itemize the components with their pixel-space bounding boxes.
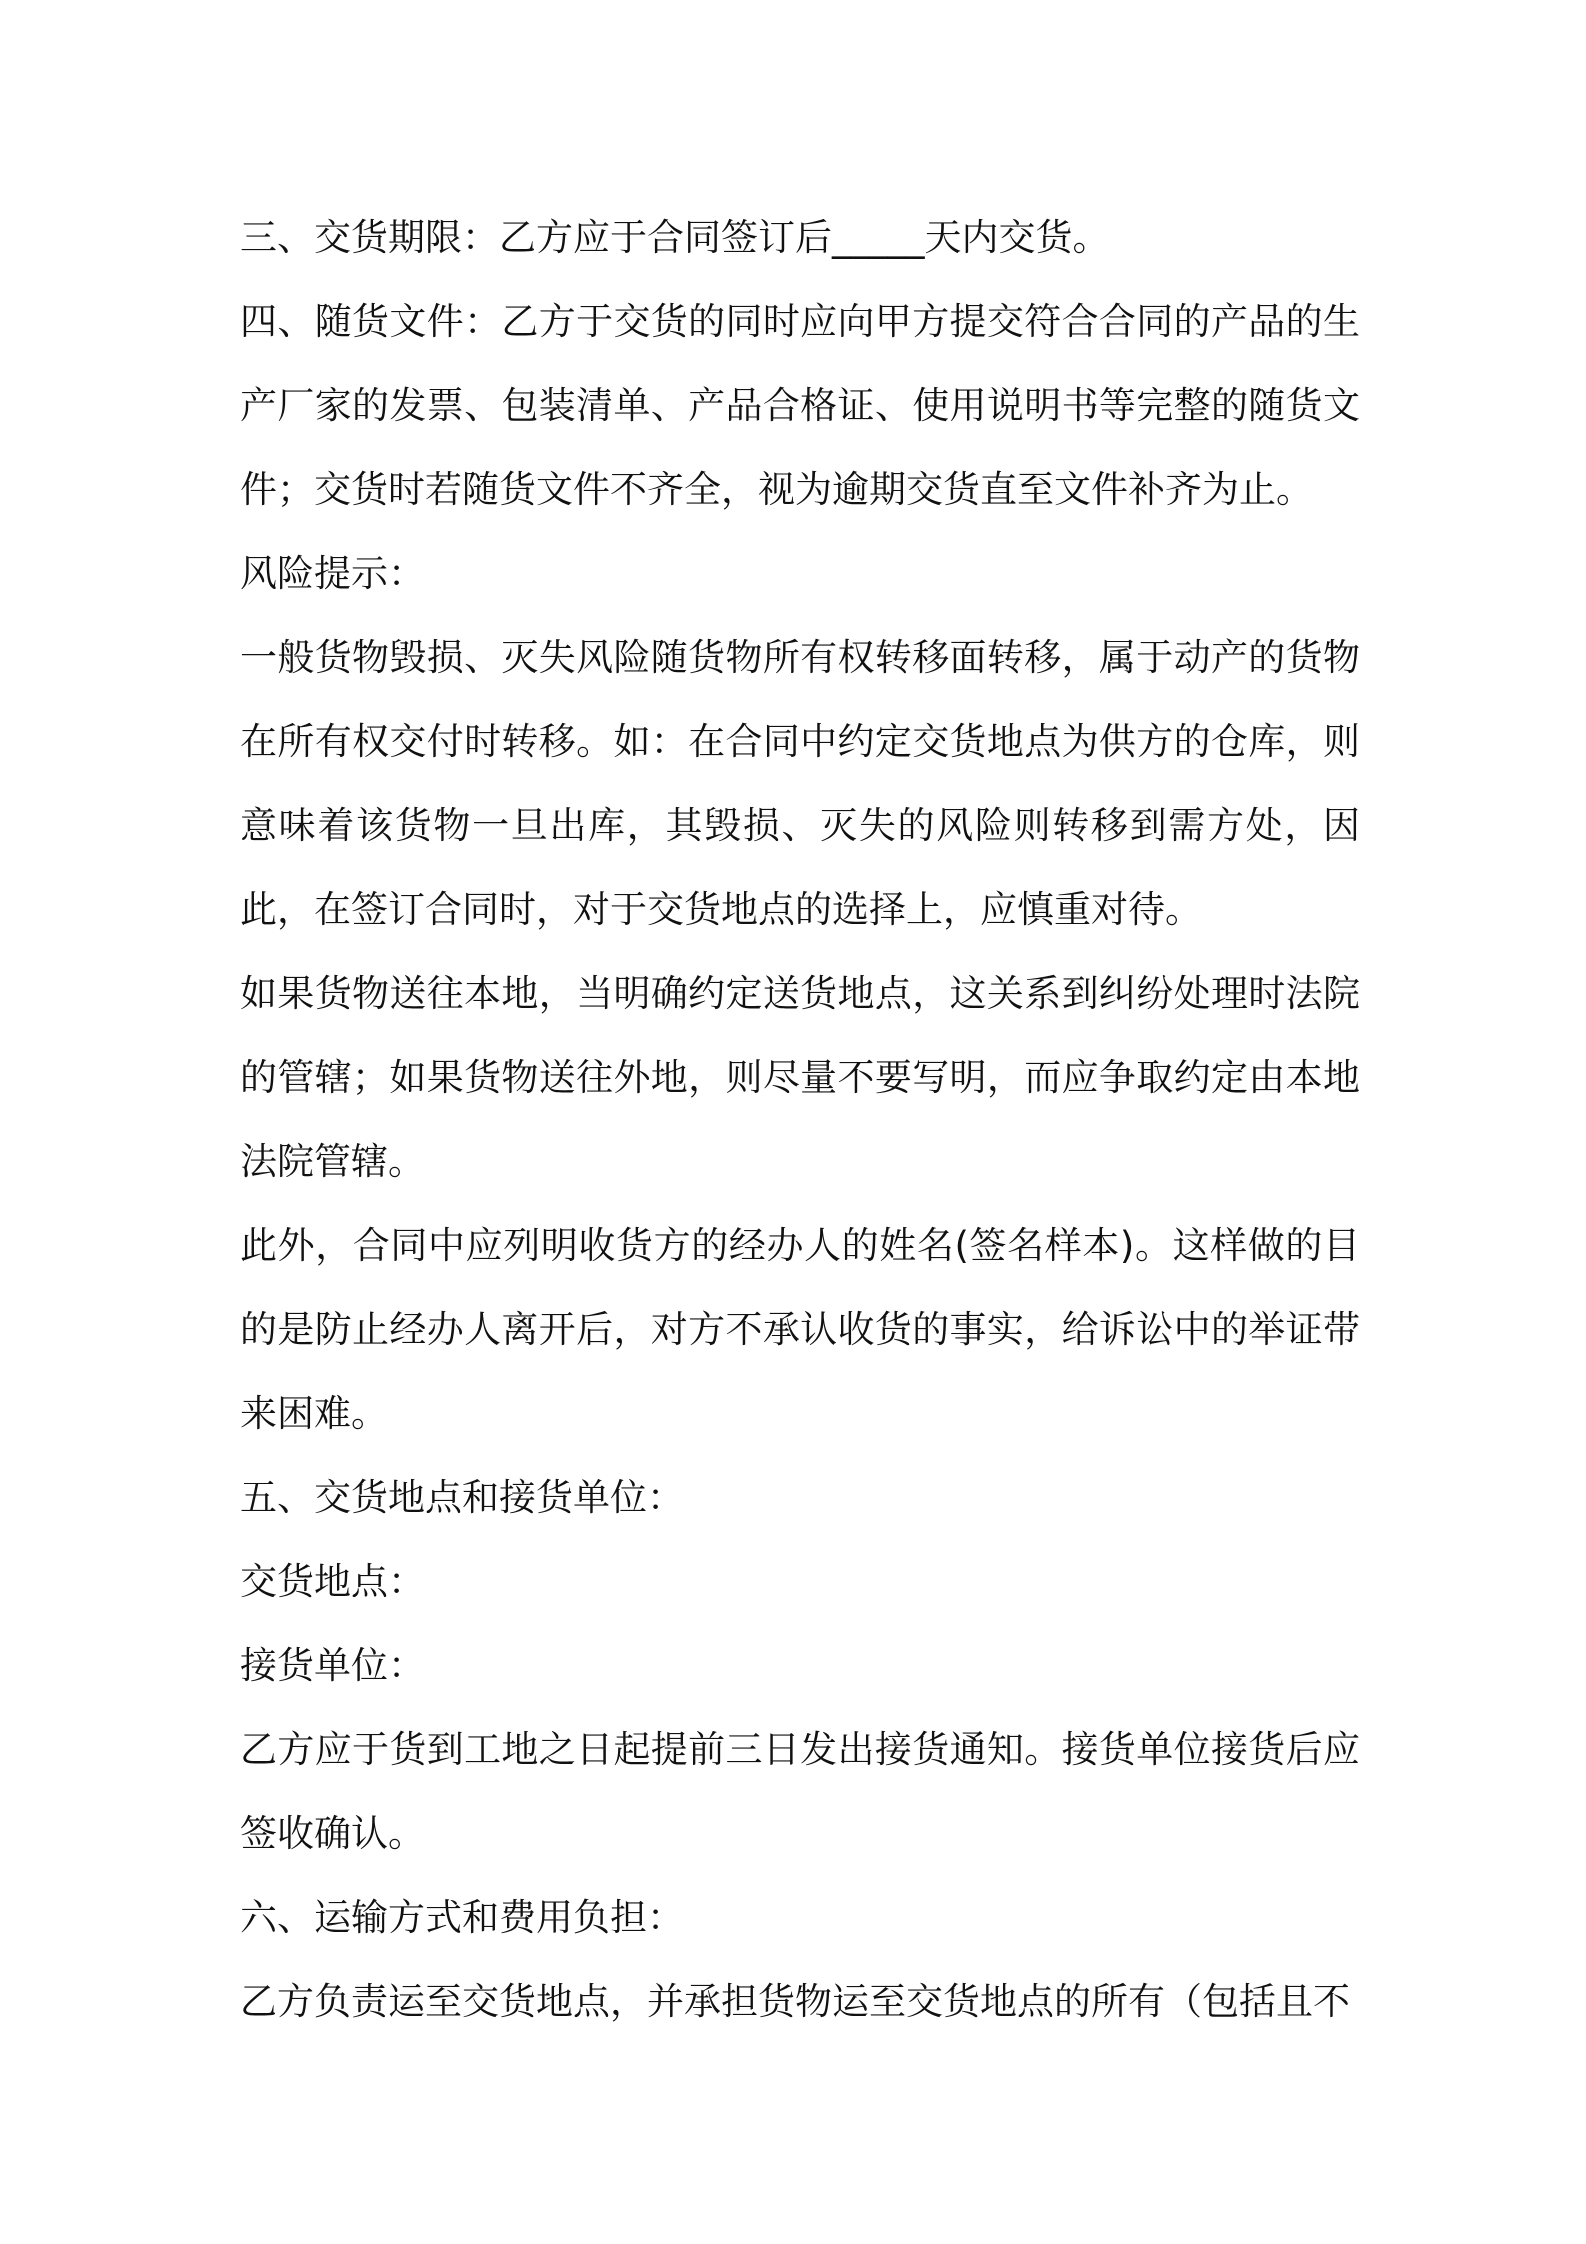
clause-transport-heading: 六、运输方式和费用负担： xyxy=(240,1896,684,1939)
risk-notice-heading: 风险提示： xyxy=(240,552,425,595)
clause-accompanying-documents: 四、随货文件：乙方于交货的同时应向甲方提交符合合同的产品的生产厂家的发票、包装清单、产品合格证、使用说明书等完整的随货文件；交货时若随货文件不齐全，视为逾期交货直至文件补齐为止。 xyxy=(240,300,1360,511)
risk-notice-paragraph-jurisdiction: 如果货物送往本地，当明确约定送货地点，这关系到纠纷处理时法院的管辖；如果货物送往外地，则尽量不要写明，而应争取约定由本地法院管辖。 xyxy=(240,972,1360,1183)
clause-delivery-deadline: 三、交货期限：乙方应于合同签订后_____天内交货。 xyxy=(240,216,1110,259)
risk-notice-paragraph-transfer: 一般货物毁损、灭失风险随货物所有权转移面转移，属于动产的货物在所有权交付时转移。如：在合同中约定交货地点为供方的仓库，则意味着该货物一旦出库，其毁损、灭失的风险则转移到需方处，因此，在签订合同时，对于交货地点的选择上，应慎重对待。 xyxy=(240,636,1360,931)
clause-delivery-location-heading: 五、交货地点和接货单位： xyxy=(240,1476,684,1519)
receiving-unit-field: 接货单位： xyxy=(240,1644,425,1687)
delivery-notice-paragraph: 乙方应于货到工地之日起提前三日发出接货通知。接货单位接货后应签收确认。 xyxy=(240,1728,1360,1855)
risk-notice-paragraph-signatory: 此外，合同中应列明收货方的经办人的姓名(签名样本)。这样做的目的是防止经办人离开后，对方不承认收货的事实，给诉讼中的举证带来困难。 xyxy=(240,1224,1360,1435)
transport-paragraph: 乙方负责运至交货地点，并承担货物运至交货地点的所有（包括且不 xyxy=(240,1980,1350,2023)
document-page xyxy=(240,196,1360,2044)
delivery-location-field: 交货地点： xyxy=(240,1560,425,1603)
